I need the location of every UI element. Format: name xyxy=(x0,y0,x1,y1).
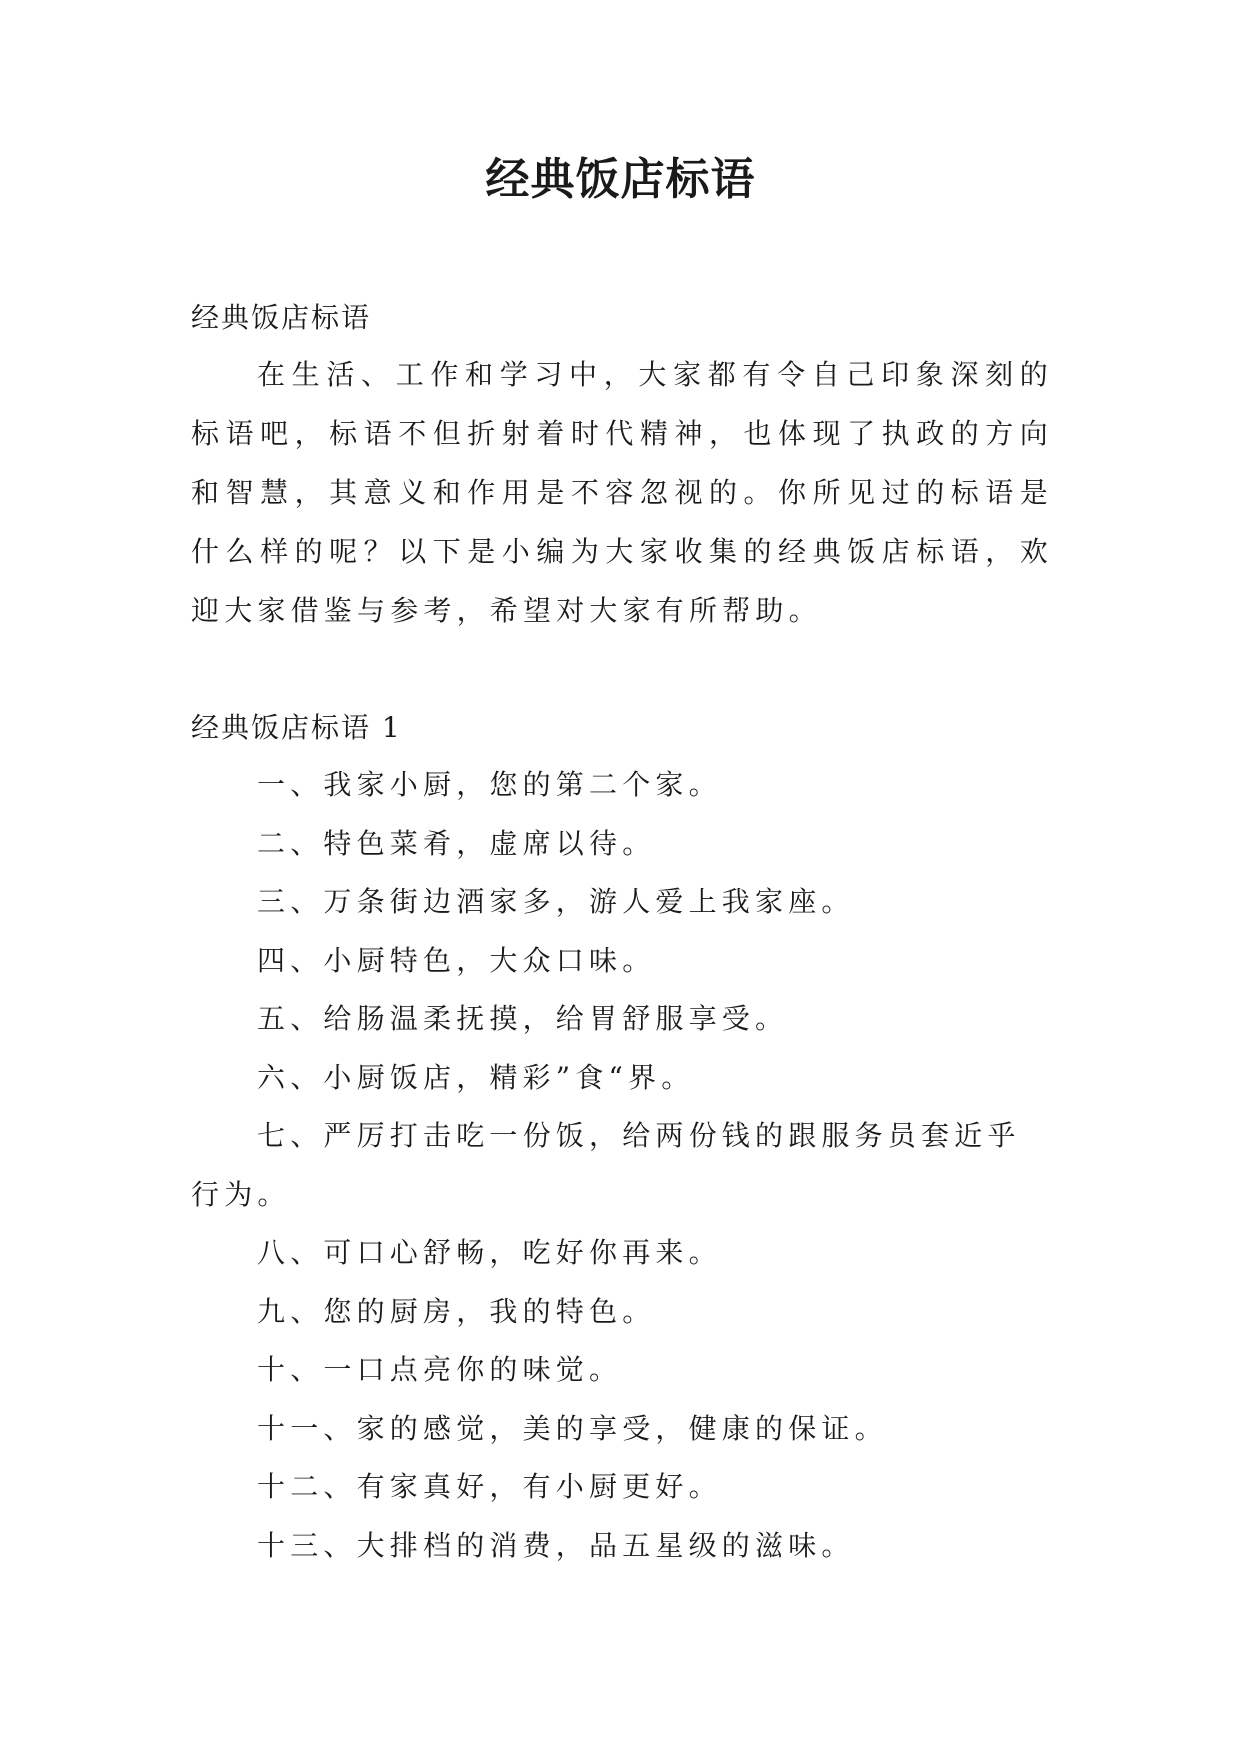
slogan-item: 八、可口心舒畅，吃好你再来。 xyxy=(257,1236,722,1269)
slogan-item: 十一、家的感觉，美的享受，健康的保证。 xyxy=(257,1411,888,1445)
slogan-item: 二、特色菜肴，虚席以待。 xyxy=(257,826,656,860)
document-title: 经典饭店标语 xyxy=(485,154,756,205)
slogan-item: 十二、有家真好，有小厨更好。 xyxy=(257,1470,722,1503)
slogan-item: 十三、大排档的消费，品五星级的滋味。 xyxy=(257,1528,855,1562)
slogan-item: 五、给肠温柔抚摸，给胃舒服享受。 xyxy=(257,1002,789,1035)
slogan-item: 四、小厨特色，大众口味。 xyxy=(257,943,656,977)
slogan-list xyxy=(191,756,1053,1575)
slogan-item: 七、严厉打击吃一份饭，给两份钱的跟服务员套近乎行为。 xyxy=(191,1119,1021,1211)
slogan-item: 九、您的厨房，我的特色。 xyxy=(257,1294,656,1328)
slogan-item: 三、万条街边酒家多，游人爱上我家座。 xyxy=(257,885,855,918)
slogan-item: 六、小厨饭店，精彩”食“界。 xyxy=(257,1060,695,1094)
intro-paragraph: 在生活、工作和学习中，大家都有令自己印象深刻的标语吧，标语不但折射着时代精神，也体现了执政的方向和智慧，其意义和作用是不容忽视的。你所见过的标语是什么样的呢？以下是小编为大家收集的经典饭店标语，欢迎大家借鉴与参考，希望对大家有所帮助。 xyxy=(191,358,1053,627)
section-heading: 经典饭店标语 1 xyxy=(191,711,402,744)
slogan-item: 一、我家小厨，您的第二个家。 xyxy=(257,768,722,801)
slogan-item: 十、一口点亮你的味觉。 xyxy=(257,1353,623,1386)
document-subtitle: 经典饭店标语 xyxy=(191,301,372,334)
